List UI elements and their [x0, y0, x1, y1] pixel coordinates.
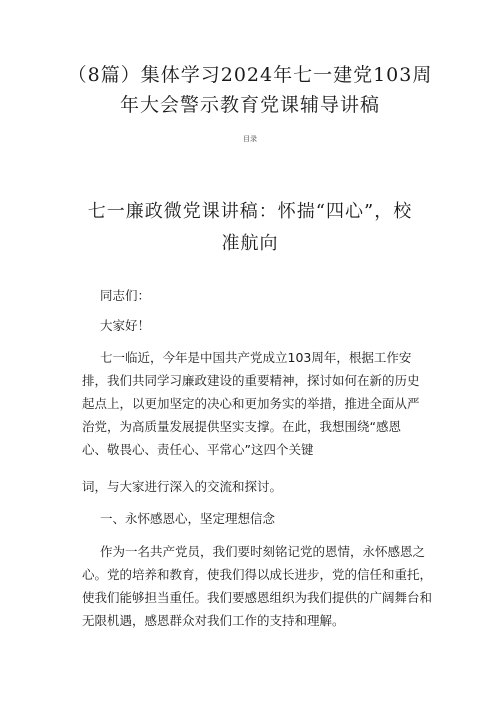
- greeting-line: 大家好！: [100, 318, 151, 333]
- document-title-line-1: （8篇）集体学习2024年七一建党103周: [67, 64, 433, 86]
- greeting-line: 同志们：: [100, 288, 151, 303]
- paragraph-line: 作为一名共产党员，我们要时刻铭记党的恩情，永怀感恩之: [100, 544, 426, 559]
- paragraph-line: 心。党的培养和教育，使我们得以成长进步，党的信任和重托，: [82, 567, 433, 582]
- section-title-line-1: 七一廉政微党课讲稿：怀揣“四心”，校: [87, 201, 413, 222]
- paragraph-line: 起点上，以更加坚定的决心和更加务实的举措，推进全面从严: [82, 396, 420, 411]
- paragraph-line: 排，我们共同学习廉政建设的重要精神，探讨如何在新的历史: [82, 373, 420, 388]
- paragraph-line: 无限机遇，感恩群众对我们工作的支持和理解。: [82, 613, 345, 628]
- section-title-line-2: 准航向: [221, 233, 279, 254]
- paragraph-line: 词，与大家进行深入的交流和探讨。: [82, 479, 283, 494]
- paragraph-line: 使我们能够担当重任。我们要感恩组织为我们提供的广阔舞台和: [82, 590, 433, 605]
- document-title-line-2: 年大会警示教育党课辅导讲稿: [119, 94, 380, 116]
- toc-label: 目录: [243, 135, 257, 143]
- paragraph-line: 七一临近，今年是中国共产党成立103周年，根据工作安: [100, 350, 412, 365]
- paragraph-line: 心、敬畏心、责任心、平常心”这四个关键: [82, 442, 314, 457]
- section-heading: 一、永怀感恩心，坚定理想信念: [100, 511, 276, 526]
- paragraph-line: 治党，为高质量发展提供坚实支撑。在此，我想围绕“感恩: [82, 419, 401, 434]
